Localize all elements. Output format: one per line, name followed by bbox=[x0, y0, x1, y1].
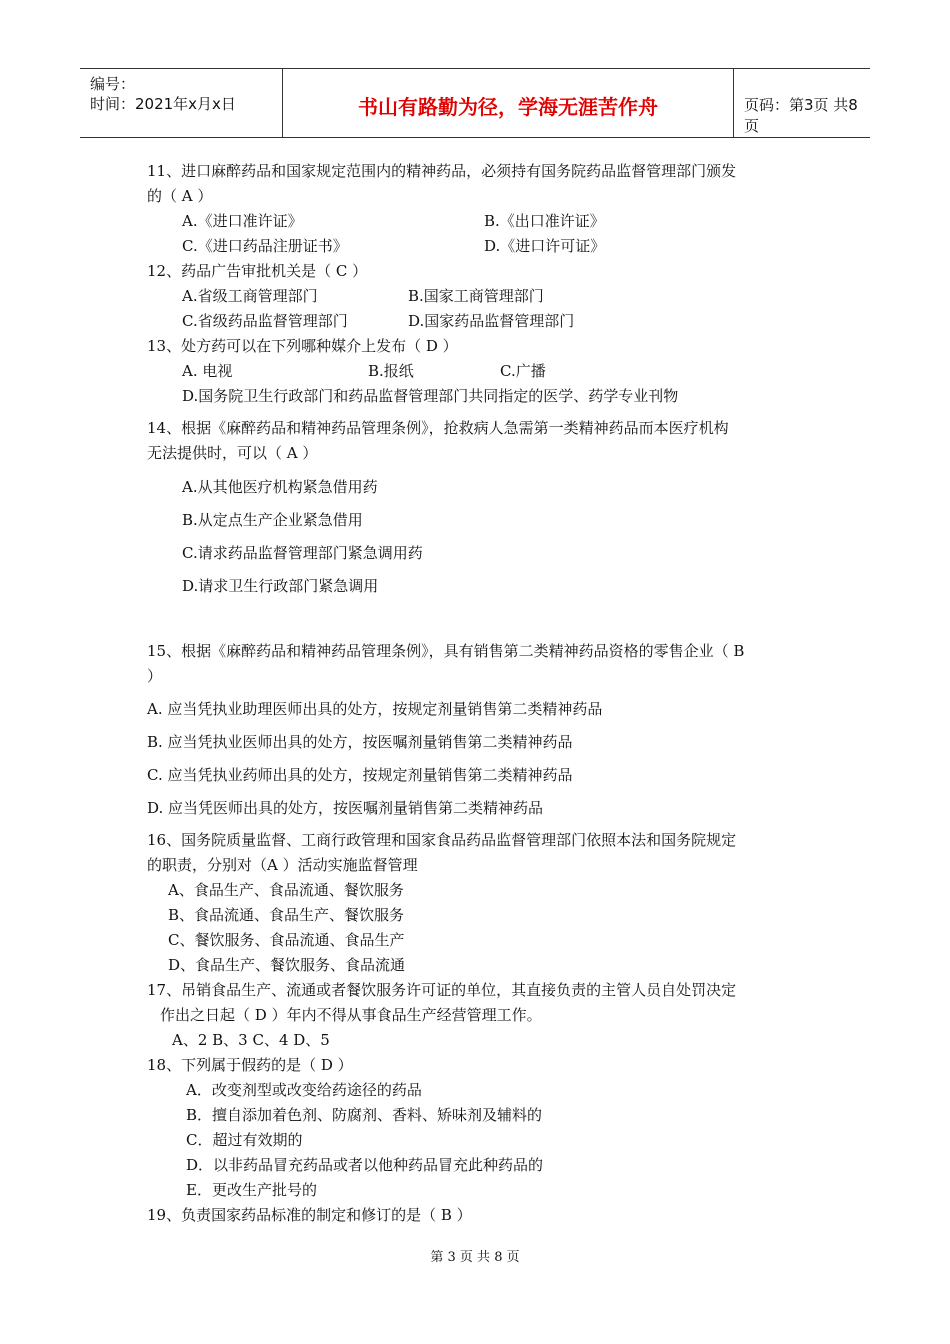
text-line: 13、处方药可以在下列哪种媒介上发布（ D ） bbox=[147, 337, 458, 355]
text-line: C.请求药品监督管理部门紧急调用药 bbox=[182, 544, 423, 562]
text-line: C.省级药品监督管理部门 bbox=[182, 312, 348, 330]
text-line: C、餐饮服务、食品流通、食品生产 bbox=[168, 931, 405, 949]
text-line: A. 应当凭执业助理医师出具的处方，按规定剂量销售第二类精神药品 bbox=[147, 700, 603, 718]
text-line: C.广播 bbox=[500, 362, 546, 380]
header-center-cell bbox=[283, 69, 734, 137]
page-info: 页码：第3页 共8页 bbox=[744, 96, 858, 135]
text-line: 的（ A ） bbox=[147, 187, 213, 205]
text-line: A.从其他医疗机构紧急借用药 bbox=[182, 478, 378, 496]
motto: 书山有路勤为径，学海无涯苦作舟 bbox=[358, 95, 658, 119]
text-line: C.《进口药品注册证书》 bbox=[182, 237, 348, 255]
header-left-cell bbox=[80, 69, 283, 137]
text-line: 11、进口麻醉药品和国家规定范围内的精神药品，必须持有国务院药品监督管理部门颁发 bbox=[147, 162, 737, 180]
text-line: B. 应当凭执业医师出具的处方，按医嘱剂量销售第二类精神药品 bbox=[147, 733, 573, 751]
text-line: C．超过有效期的 bbox=[186, 1131, 303, 1149]
text-line: ） bbox=[147, 667, 163, 685]
text-line: 18、下列属于假药的是（ D ） bbox=[147, 1056, 353, 1074]
text-line: C. 应当凭执业药师出具的处方，按规定剂量销售第二类精神药品 bbox=[147, 766, 573, 784]
text-line: D.国家药品监督管理部门 bbox=[408, 312, 575, 330]
text-line: D、食品生产、餐饮服务、食品流通 bbox=[168, 956, 406, 974]
text-line: B、食品流通、食品生产、餐饮服务 bbox=[168, 906, 405, 924]
text-line: 19、负责国家药品标准的制定和修订的是（ B ） bbox=[147, 1206, 472, 1224]
text-line: 作出之日起（ D ）年内不得从事食品生产经营管理工作。 bbox=[160, 1006, 542, 1024]
number-label: 编号： bbox=[90, 75, 136, 93]
text-line: 14、根据《麻醉药品和精神药品管理条例》，抢救病人急需第一类精神药品而本医疗机构 bbox=[147, 419, 729, 437]
text-line: D.请求卫生行政部门紧急调用 bbox=[182, 577, 379, 595]
text-line: A.省级工商管理部门 bbox=[182, 287, 318, 305]
text-line: 无法提供时，可以（ A ） bbox=[147, 444, 318, 462]
text-line: B．擅自添加着色剂、防腐剂、香料、矫味剂及辅料的 bbox=[186, 1106, 543, 1124]
text-line: A、食品生产、食品流通、餐饮服务 bbox=[168, 881, 404, 899]
text-line: B.报纸 bbox=[368, 362, 414, 380]
page-footer: 第 3 页 共 8 页 bbox=[430, 1250, 520, 1265]
text-line: D.《进口许可证》 bbox=[484, 237, 606, 255]
text-line: 的职责，分别对（A ）活动实施监督管理 bbox=[147, 856, 418, 874]
text-line: A. 电视 bbox=[182, 362, 233, 380]
text-line: 15、根据《麻醉药品和精神药品管理条例》，具有销售第二类精神药品资格的零售企业（ B bbox=[147, 642, 745, 660]
document-header bbox=[80, 68, 870, 138]
text-line: B.《出口准许证》 bbox=[484, 212, 605, 230]
text-line: D．以非药品冒充药品或者以他种药品冒充此种药品的 bbox=[186, 1156, 544, 1174]
text-line: 16、国务院质量监督、工商行政管理和国家食品药品监督管理部门依照本法和国务院规定 bbox=[147, 831, 737, 849]
text-line: B.从定点生产企业紧急借用 bbox=[182, 511, 363, 529]
text-line: A．改变剂型或改变给药途径的药品 bbox=[186, 1081, 422, 1099]
text-line: 17、吊销食品生产、流通或者餐饮服务许可证的单位，其直接负责的主管人员自处罚决定 bbox=[147, 981, 737, 999]
date-label: 时间：2021年x月x日 bbox=[90, 95, 236, 113]
text-line: A.《进口准许证》 bbox=[182, 212, 303, 230]
text-line: 12、药品广告审批机关是（ C ） bbox=[147, 262, 368, 280]
text-line: E．更改生产批号的 bbox=[186, 1181, 317, 1199]
text-line: B.国家工商管理部门 bbox=[408, 287, 544, 305]
text-line: D.国务院卫生行政部门和药品监督管理部门共同指定的医学、药学专业刊物 bbox=[182, 387, 679, 405]
header-right-cell bbox=[734, 69, 870, 137]
text-line: A、2 B、3 C、4 D、5 bbox=[172, 1031, 330, 1049]
text-line: D. 应当凭医师出具的处方，按医嘱剂量销售第二类精神药品 bbox=[147, 799, 544, 817]
